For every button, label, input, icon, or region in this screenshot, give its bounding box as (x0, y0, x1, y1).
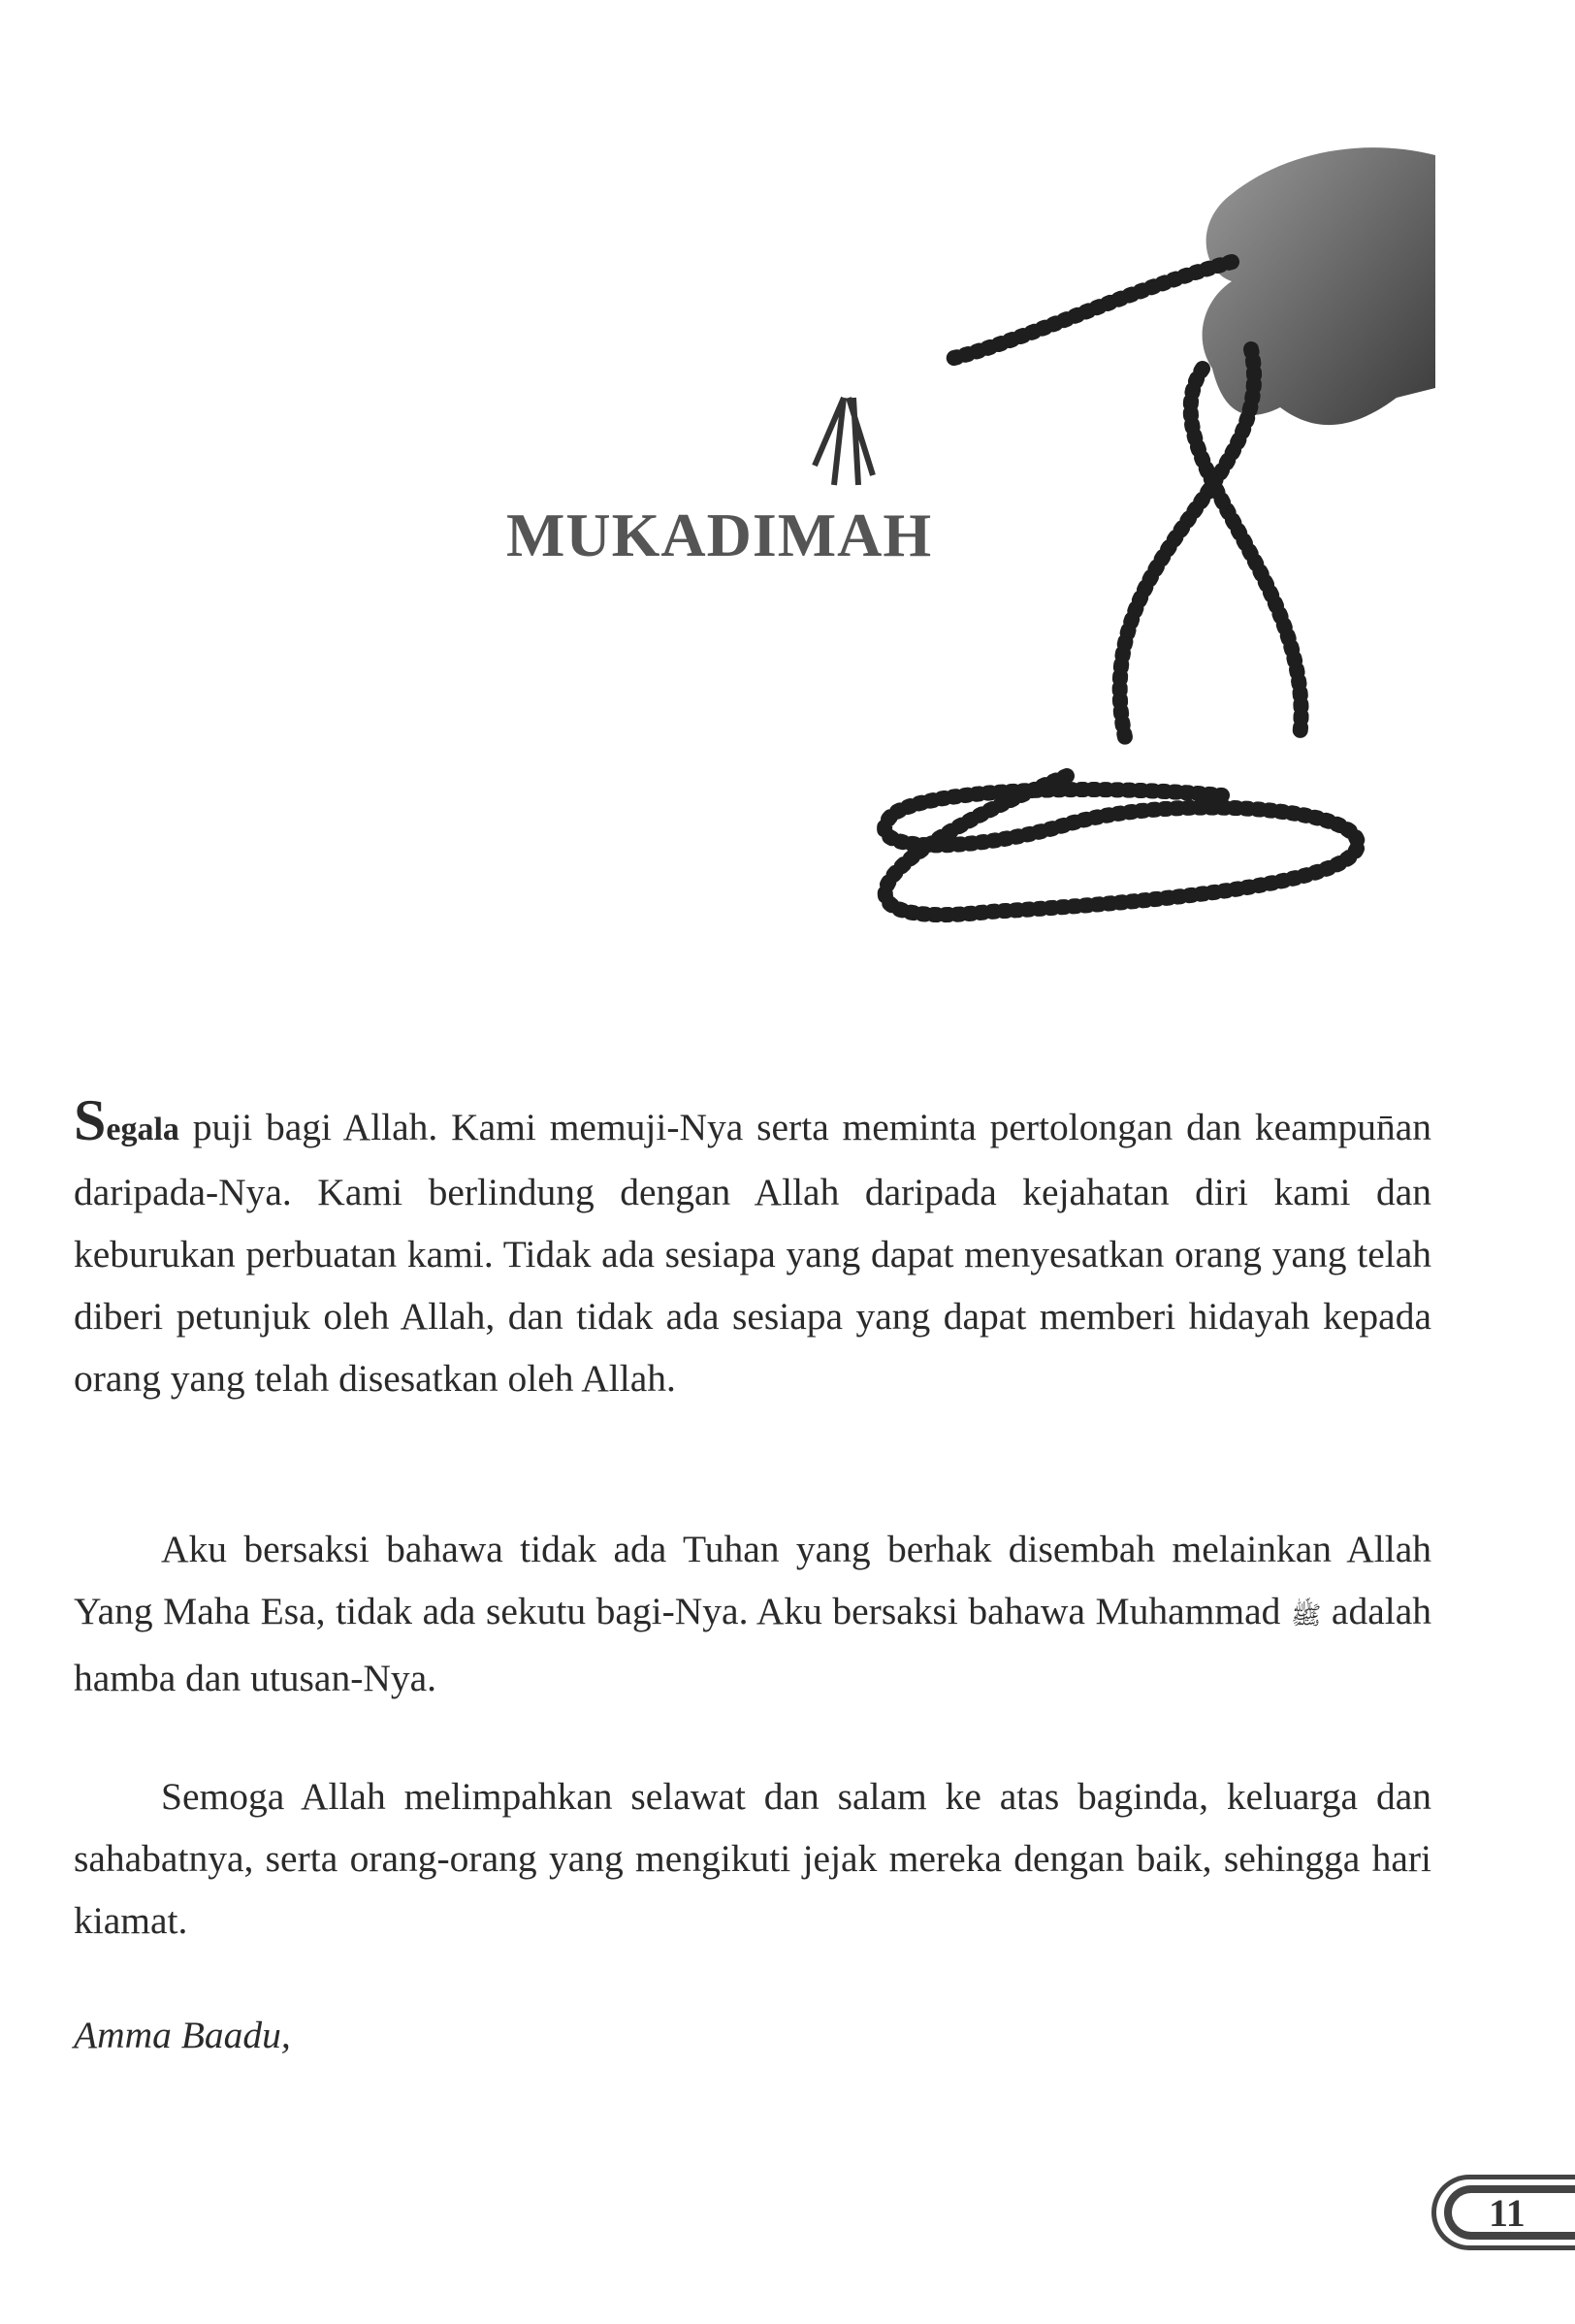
paragraph-1-text: puji bagi Allah. Kami memuji-Nya serta meminta pertolongan dan keampun̄an daripada-Nya. Kami berlindung dengan Allah daripada kejahatan diri kami dan keburukan perbuatan kami. Tidak ada sesiapa yang dapat menyesatkan orang yang telah diberi petunjuk oleh Allah, dan tidak ada sesiapa yang dapat memberi hidayah kepada orang yang telah disesatkan oleh Allah. (74, 1106, 1431, 1400)
lead-word: egala (106, 1112, 179, 1147)
paragraph-2-text-end: adalah hamba dan utusan-Nya. (74, 1590, 1431, 1699)
tassel (815, 398, 873, 485)
chapter-title: MUKADIMAH (506, 500, 933, 569)
page-number-badge (1431, 2175, 1575, 2250)
paragraph-2 (74, 1518, 1431, 1709)
paragraph-2-text: Aku bersaksi bahawa tidak ada Tuhan yang berhak disembah melainkan Allah Yang Maha Esa, tidak ada sekutu bagi-Nya. Aku bersaksi bahawa Muhammad (74, 1528, 1431, 1632)
salawat-symbol: ﷺ (1290, 1601, 1322, 1630)
page-number: 11 (1489, 2190, 1526, 2235)
paragraph-3: Semoga Allah melimpahkan selawat dan salam ke atas baginda, keluarga dan sahabatnya, serta orang-orang yang mengikuti jejak mereka dengan baik, sehingga hari kiamat. (74, 1775, 1431, 1942)
closing-phrase: Amma Baadu, (74, 2014, 291, 2056)
paragraph-1 (74, 1088, 1431, 1409)
drop-cap: S (74, 1088, 107, 1152)
hand (1203, 147, 1435, 425)
